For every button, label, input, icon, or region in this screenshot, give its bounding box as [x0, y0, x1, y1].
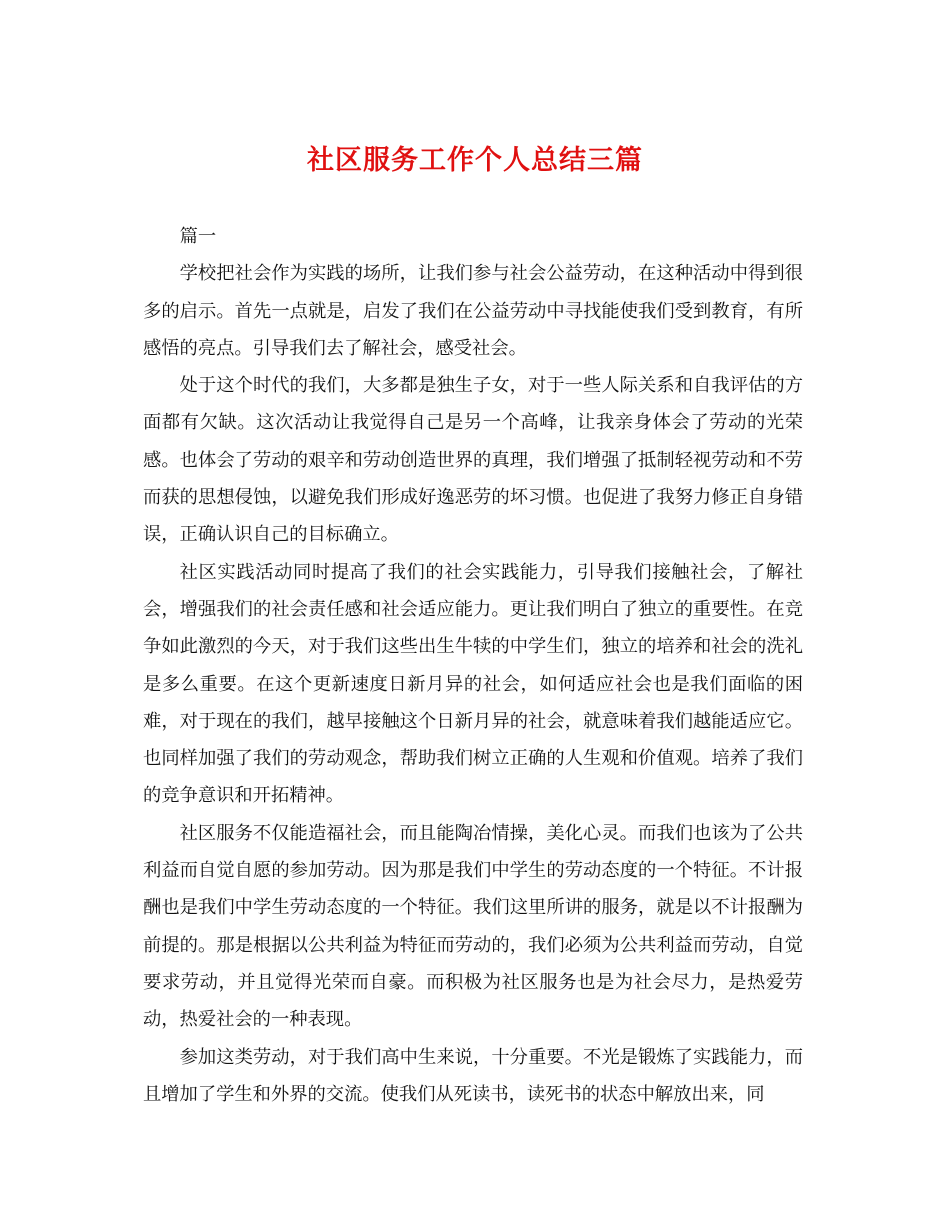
- document-title: 社区服务工作个人总结三篇: [307, 145, 643, 176]
- document-body: [143, 218, 803, 1113]
- body-paragraph: 处于这个时代的我们，大多都是独生子女，对于一些人际关系和自我评估的方面都有欠缺。这次活动让我觉得自己是另一个高峰，让我亲身体会了劳动的光荣感。也体会了劳动的艰辛和劳动创造世界的真理，我们增强了抵制轻视劳动和不劳而获的思想侵蚀，以避免我们形成好逸恶劳的坏习惯。也促进了我努力修正自身错误，正确认识自己的目标确立。: [143, 375, 803, 546]
- body-paragraph: 社区服务不仅能造福社会，而且能陶冶情操，美化心灵。而我们也该为了公共利益而自觉自愿的参加劳动。因为那是我们中学生的劳动态度的一个特征。不计报酬也是我们中学生劳动态度的一个特征。我们这里所讲的服务，就是以不计报酬为前提的。那是根据以公共利益为特征而劳动的，我们必须为公共利益而劳动，自觉要求劳动，并且觉得光荣而自豪。而积极为社区服务也是为社会尽力，是热爱劳动，热爱社会的一种表现。: [143, 822, 803, 1031]
- body-paragraph: 参加这类劳动，对于我们高中生来说，十分重要。不光是锻炼了实践能力，而且增加了学生和外界的交流。使我们从死读书，读死书的状态中解放出来，同: [143, 1046, 803, 1105]
- body-paragraph: 社区实践活动同时提高了我们的社会实践能力，引导我们接触社会，了解社会，增强我们的社会责任感和社会适应能力。更让我们明白了独立的重要性。在竞争如此激烈的今天，对于我们这些出生牛犊的中学生们，独立的培养和社会的洗礼是多么重要。在这个更新速度日新月异的社会，如何适应社会也是我们面临的困难，对于现在的我们，越早接触这个日新月异的社会，就意味着我们越能适应它。也同样加强了我们的劳动观念，帮助我们树立正确的人生观和价值观。培养了我们的竞争意识和开拓精神。: [143, 561, 803, 807]
- section-label: 篇一: [179, 226, 217, 247]
- body-paragraph: 学校把社会作为实践的场所，让我们参与社会公益劳动，在这种活动中得到很多的启示。首先一点就是，启发了我们在公益劳动中寻找能使我们受到教育，有所感悟的亮点。引导我们去了解社会，感受社会。: [143, 263, 803, 359]
